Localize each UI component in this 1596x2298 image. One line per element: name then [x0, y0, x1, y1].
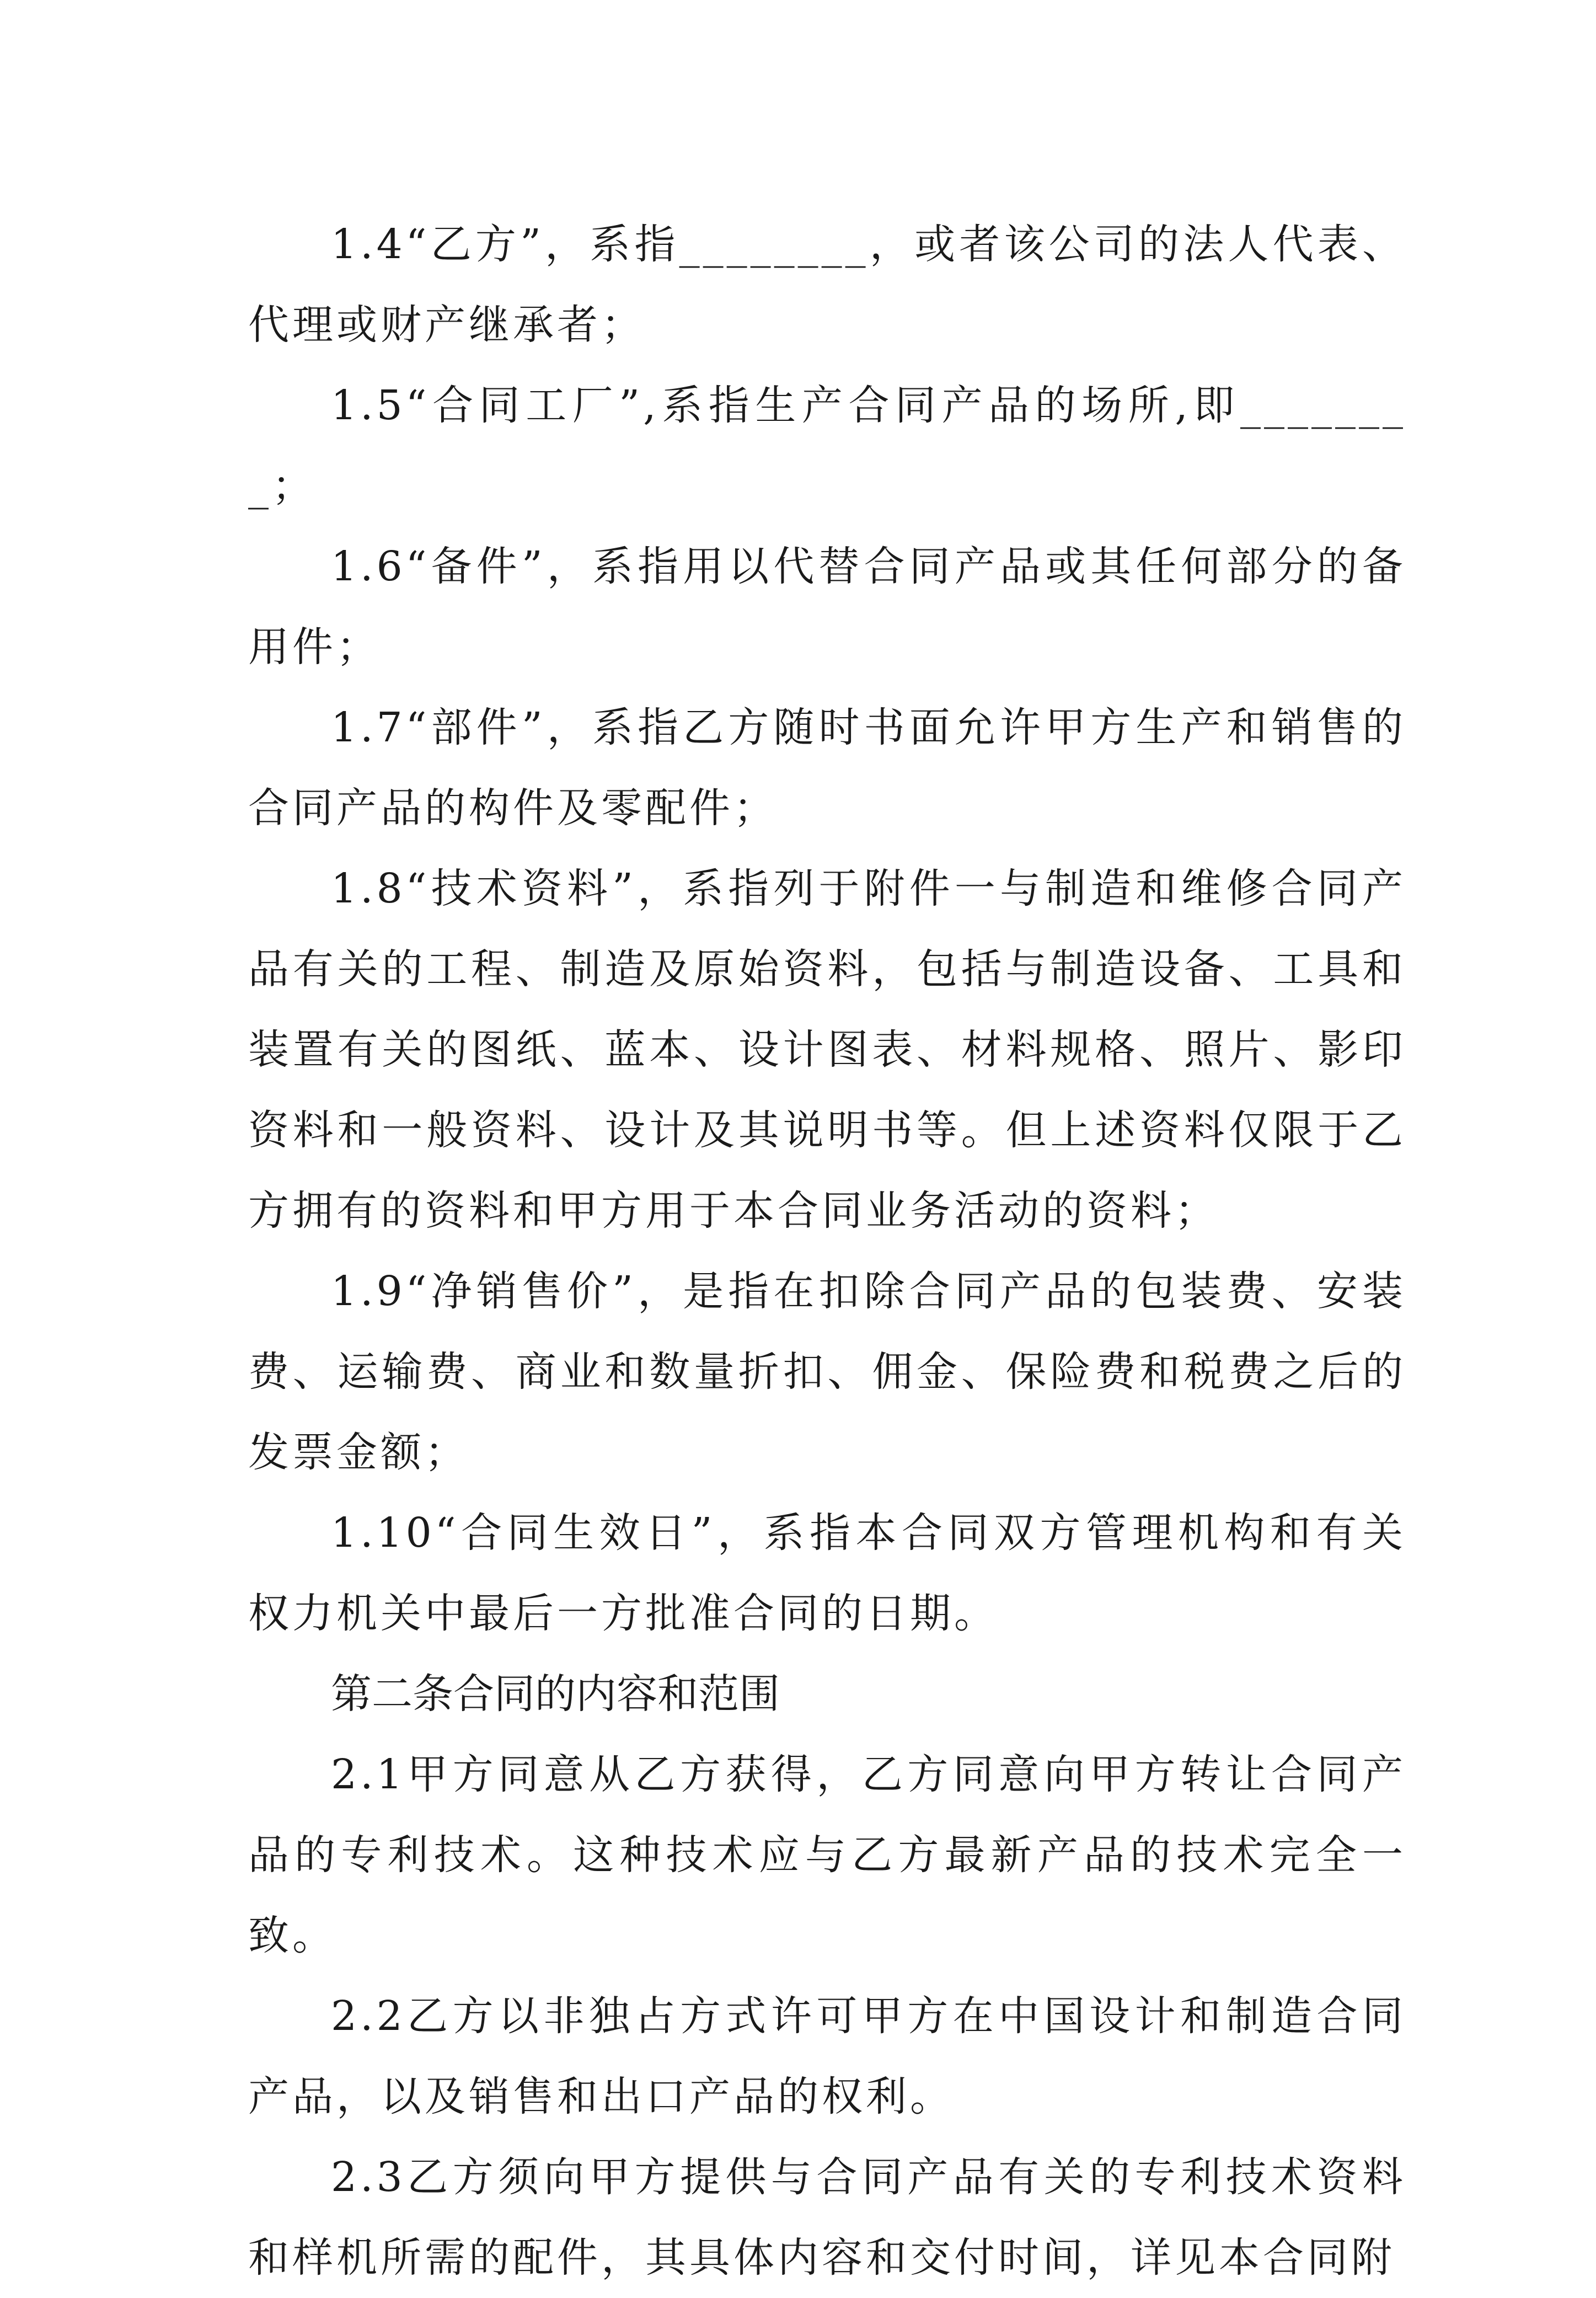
document-body: [248, 204, 1406, 2298]
clause-1-5: 1.5“合同工厂”,系指生产合同产品的场所,即________；: [248, 382, 1406, 510]
section-heading-article-2: 第二条合同的内容和范围: [331, 1670, 780, 1718]
clause-1-10: 1.10“合同生效日”，系指本合同双方管理机构和有关权力机关中最后一方批准合同的日期。: [248, 1509, 1406, 1637]
clause-2-3: 2.3乙方须向甲方提供与合同产品有关的专利技术资料和样机所需的配件，其具体内容和交付时间，详见本合同附: [248, 2153, 1406, 2281]
clause-1-9: 1.9“净销售价”，是指在扣除合同产品的包装费、安装费、运输费、商业和数量折扣、佣金、保险费和税费之后的发票金额；: [248, 1268, 1406, 1476]
clause-1-6: 1.6“备件”，系指用以代替合同产品或其任何部分的备用件；: [248, 543, 1406, 671]
clause-1-8: 1.8“技术资料”，系指列于附件一与制造和维修合同产品有关的工程、制造及原始资料，包括与制造设备、工具和装置有关的图纸、蓝本、设计图表、材料规格、照片、影印资料和一般资料、设计及其说明书等。但上述资料仅限于乙方拥有的资料和甲方用于本合同业务活动的资料；: [248, 865, 1406, 1234]
clause-2-1: 2.1甲方同意从乙方获得，乙方同意向甲方转让合同产品的专利技术。这种技术应与乙方最新产品的技术完全一致。: [248, 1751, 1406, 1959]
clause-1-7: 1.7“部件”，系指乙方随时书面允许甲方生产和销售的合同产品的构件及零配件；: [248, 704, 1406, 832]
clause-2-2: 2.2乙方以非独占方式许可甲方在中国设计和制造合同产品，以及销售和出口产品的权利。: [248, 1992, 1406, 2120]
clause-1-4: 1.4“乙方”，系指________，或者该公司的法人代表、代理或财产继承者；: [248, 221, 1406, 349]
